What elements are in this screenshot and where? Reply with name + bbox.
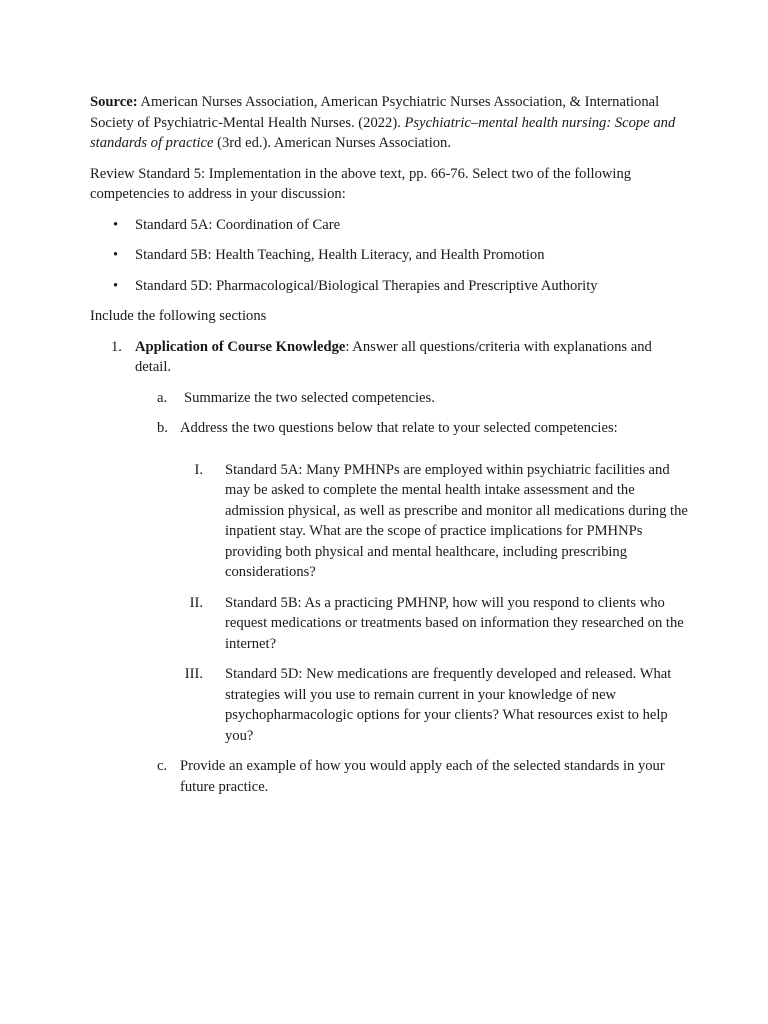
question-numeral: III. bbox=[184, 666, 203, 682]
question-text: Standard 5D: New medications are frequently developed and released. What strategies will you use to remain current in your knowledge of new psychopharmacologic options for your clients? What resources exist to help you? bbox=[225, 666, 672, 744]
question-text: Standard 5B: As a practicing PMHNP, how will you respond to clients who request medications or treatments based on information they researched on the internet? bbox=[225, 594, 684, 652]
item-text: Address the two questions below that relate to your selected competencies: bbox=[180, 420, 618, 436]
source-text-after: (3rd ed.). American Nurses Association. bbox=[213, 135, 451, 151]
source-label: Source: bbox=[90, 94, 138, 110]
include-heading: Include the following sections bbox=[90, 308, 267, 324]
item-marker: a. bbox=[157, 389, 168, 406]
item-c bbox=[90, 756, 690, 797]
question-item bbox=[90, 460, 690, 583]
item-marker: c. bbox=[157, 758, 168, 774]
bullet-icon: • bbox=[113, 247, 119, 263]
bullet-icon: • bbox=[113, 277, 119, 294]
source-text-before: American Nurses Association, American Psychiatric Nurses Association, & International Society of Psychiatric-Mental Health Nurses. (2022). bbox=[90, 94, 660, 131]
item-a bbox=[90, 388, 690, 409]
standard-item-5d bbox=[90, 276, 690, 297]
standard-text: Standard 5A: Coordination of Care bbox=[135, 216, 341, 233]
section-title: Application of Course Knowledge bbox=[135, 338, 346, 355]
standard-item-5a bbox=[90, 215, 690, 236]
question-numeral: I. bbox=[194, 461, 203, 478]
document-page bbox=[90, 92, 690, 807]
bullet-icon: • bbox=[113, 216, 119, 233]
question-text: Standard 5A: Many PMHNPs are employed within psychiatric facilities and may be asked to complete the mental health intake assessment and the admission physical, as well as prescribe and monitor all medications during the inpatient stay. What are the scope of practice implications for PMHNPs providing both physical and mental healthcare, including prescribing considerations? bbox=[225, 461, 688, 580]
question-item bbox=[90, 664, 690, 746]
section-application bbox=[90, 337, 690, 378]
item-text: Provide an example of how you would apply each of the selected standards in your future practice. bbox=[180, 758, 665, 795]
source-citation bbox=[90, 92, 690, 154]
question-item bbox=[90, 593, 690, 655]
item-b bbox=[90, 418, 690, 439]
question-numeral: II. bbox=[189, 594, 203, 611]
review-instructions: Review Standard 5: Implementation in the above text, pp. 66-76. Select two of the following competencies to address in your discussion: bbox=[90, 165, 632, 202]
standards-list bbox=[90, 215, 690, 297]
item-text: Summarize the two selected competencies. bbox=[184, 389, 435, 406]
item-marker: b. bbox=[157, 420, 168, 436]
standard-item-5b bbox=[90, 245, 690, 266]
standard-text: Standard 5D: Pharmacological/Biological Therapies and Prescriptive Authority bbox=[135, 277, 598, 294]
question-list bbox=[90, 460, 690, 747]
section-text: : Answer all questions/criteria with explanations and detail. bbox=[135, 338, 652, 375]
source-title: Psychiatric–mental health nursing: Scope and standards of practice bbox=[90, 114, 676, 151]
section-number: 1. bbox=[111, 338, 122, 355]
standard-text: Standard 5B: Health Teaching, Health Literacy, and Health Promotion bbox=[135, 247, 545, 263]
